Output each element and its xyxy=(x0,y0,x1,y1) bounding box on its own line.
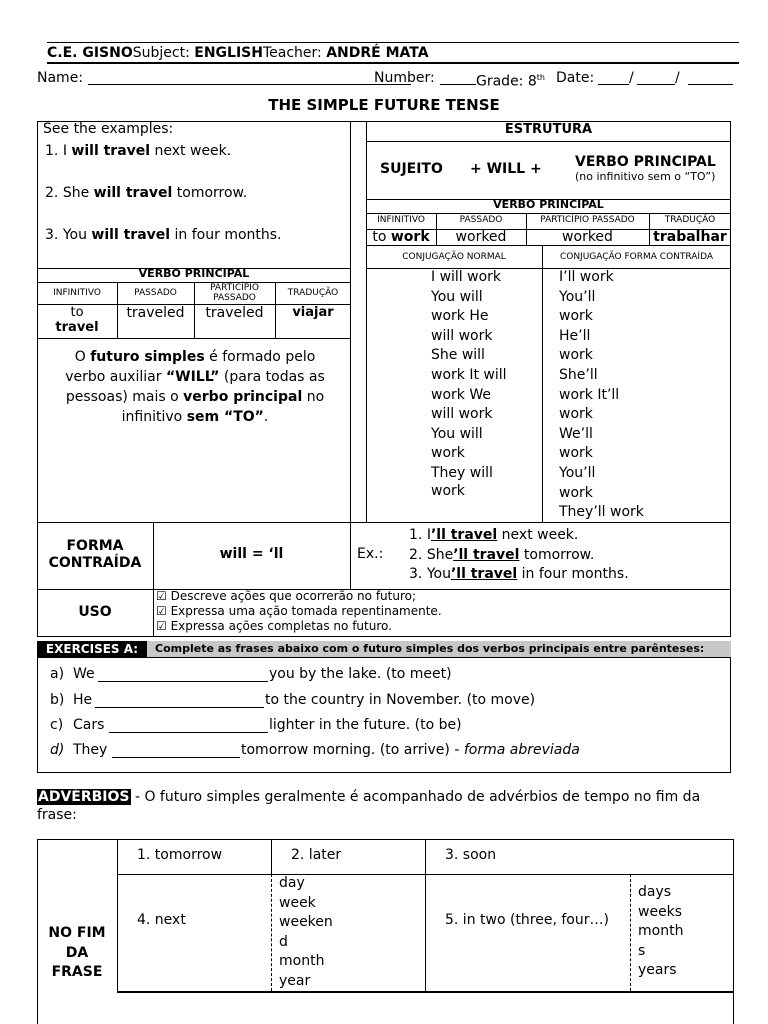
adverb-in-list: days weeks month s years xyxy=(638,884,684,978)
divider xyxy=(366,121,367,522)
col-header-participio: PARTICÍPIO PASSADO xyxy=(210,283,259,303)
forma-example: 3. You’ll travel in four months. xyxy=(409,566,629,582)
adverbios-intro: ADVÉRBIOS - O futuro simples geralmente é acompanhado de advérbios de tempo no fim da frase: xyxy=(37,789,701,823)
divider xyxy=(366,141,731,142)
contraction-rule: will = ‘ll xyxy=(219,546,284,562)
school-name: C.E. GISNO xyxy=(47,45,133,61)
cell-participio-work: worked xyxy=(562,229,613,245)
date-separator: / xyxy=(675,70,680,86)
col-header-traducao: TRADUÇÃO xyxy=(664,215,716,225)
adverb-tomorrow: 1. tomorrow xyxy=(137,847,223,863)
divider xyxy=(350,121,351,522)
page-title: THE SIMPLE FUTURE TENSE xyxy=(268,96,500,114)
number-label: Number: xyxy=(374,70,435,86)
col-header-infinitivo: INFINITIVO xyxy=(53,288,101,298)
name-label: Name: xyxy=(37,70,84,86)
divider xyxy=(271,839,272,874)
adverb-in-two: 5. in two (three, four…) xyxy=(445,912,609,928)
sujeito-label: SUJEITO xyxy=(380,161,443,177)
divider xyxy=(271,874,272,991)
divider xyxy=(366,213,731,214)
grade-label: Grade: 8th xyxy=(476,73,545,90)
cell-participio-travel: traveled xyxy=(205,305,264,321)
divider xyxy=(37,338,351,339)
uso-list xyxy=(156,589,442,634)
example-item: 1. I will travel next week. xyxy=(45,143,232,159)
exercise-item: a) We you by the lake. (to meet) xyxy=(50,666,452,682)
forma-example: 2. She’ll travel tomorrow. xyxy=(409,546,595,563)
divider xyxy=(153,522,154,637)
col-header-passado: PASSADO xyxy=(134,288,177,298)
uso-label: USO xyxy=(78,604,112,620)
adverbios-label: ADVÉRBIOS xyxy=(38,789,130,805)
date-day-field[interactable] xyxy=(598,69,629,85)
divider xyxy=(425,839,426,992)
number-field[interactable] xyxy=(440,69,476,85)
col-header-participio: PARTICÍPIO PASSADO xyxy=(540,215,635,225)
conj-contr-list: I’ll work You’ll work He’ll work She’ll work It’ll work We’ll work You’ll work They’ll work xyxy=(559,269,644,521)
uso-item: ☑ Expressa uma ação tomada repentinamente. xyxy=(156,604,442,618)
name-field[interactable] xyxy=(88,69,411,85)
student-info-row xyxy=(37,69,737,90)
exercises-label: EXERCISES A: xyxy=(37,641,147,657)
cell-passado-travel: traveled xyxy=(126,305,185,321)
exercises-instruction: Complete as frases abaixo com o futuro simples dos verbos principais entre parênteses: xyxy=(155,642,705,655)
cell-traducao-travel: viajar xyxy=(292,305,334,320)
uso-item: ☑ Descreve ações que ocorrerão no futuro; xyxy=(156,589,417,603)
adverb-next-list: day week weeken d month year xyxy=(279,875,333,989)
divider xyxy=(117,839,118,992)
date-separator: / xyxy=(629,70,634,86)
conj-normal-list: I will work You will work He will work She will work It will work We will work You will work They will work xyxy=(431,269,507,499)
answer-field-a[interactable] xyxy=(98,666,268,682)
adverb-next: 4. next xyxy=(137,912,186,928)
verbo-principal-label: VERBO PRINCIPAL xyxy=(575,154,716,170)
adverb-later: 2. later xyxy=(291,847,342,863)
forma-example: 1. I’ll travel next week. xyxy=(409,527,579,543)
cell-infinitivo-work: to work xyxy=(372,229,430,245)
cell-traducao-work: trabalhar xyxy=(653,229,727,245)
exercise-item: c) Cars lighter in the future. (to be) xyxy=(50,717,462,733)
forma-contraida-label: FORMA CONTRAÍDA xyxy=(48,538,142,571)
answer-field-c[interactable] xyxy=(109,717,268,733)
travel-table-title: VERBO PRINCIPAL xyxy=(138,267,250,280)
adverb-soon: 3. soon xyxy=(445,847,497,863)
divider xyxy=(542,245,543,522)
exercise-item: d) They tomorrow morning. (to arrive) - forma abreviada xyxy=(50,742,580,758)
date-year-field[interactable] xyxy=(688,69,733,85)
no-fim-da-frase-label: NO FIM DA FRASE xyxy=(48,925,106,980)
date-label: Date: xyxy=(556,70,595,86)
forma-ex-label: Ex.: xyxy=(357,546,384,562)
estrutura-table-title: VERBO PRINCIPAL xyxy=(493,198,604,211)
divider xyxy=(350,522,351,589)
plus-will-label: + WILL + xyxy=(470,161,542,177)
col-header-traducao: TRADUÇÃO xyxy=(287,288,339,298)
example-item: 3. You will travel in four months. xyxy=(45,227,282,243)
header-bar xyxy=(47,45,739,64)
col-header-infinitivo: INFINITIVO xyxy=(377,215,425,225)
examples-heading: See the examples: xyxy=(43,121,174,137)
answer-field-b[interactable] xyxy=(95,692,264,708)
col-header-passado: PASSADO xyxy=(459,215,503,225)
header-top-rule xyxy=(47,42,739,43)
explanation-text: O futuro simples é formado pelo verbo auxiliar “WILL” (para todas as pessoas) mais o verbo principal no infinitivo sem “TO”. xyxy=(65,349,325,425)
conj-normal-header: CONJUGAÇÃO NORMAL xyxy=(402,252,506,262)
uso-item: ☑ Expressa ações completas no futuro. xyxy=(156,619,392,633)
example-item: 2. She will travel tomorrow. xyxy=(45,185,248,201)
subject-label: Subject: xyxy=(132,45,195,61)
answer-field-d[interactable] xyxy=(112,742,240,758)
divider xyxy=(366,245,731,246)
cell-passado-work: worked xyxy=(455,229,507,245)
forma-examples xyxy=(409,526,629,585)
subject-value: ENGLISH xyxy=(194,45,263,61)
divider xyxy=(630,874,631,991)
verbo-note: (no infinitivo sem o “TO”) xyxy=(575,170,716,183)
teacher-label: Teacher: xyxy=(262,45,327,61)
conj-contr-header: CONJUGAÇÃO FORMA CONTRAÍDA xyxy=(559,252,714,262)
date-month-field[interactable] xyxy=(637,69,675,85)
teacher-value: ANDRÉ MATA xyxy=(326,45,429,61)
cell-infinitivo-travel: to travel xyxy=(55,305,99,335)
estrutura-heading: ESTRUTURA xyxy=(504,122,593,137)
exercise-item: b) He to the country in November. (to move) xyxy=(50,692,536,708)
